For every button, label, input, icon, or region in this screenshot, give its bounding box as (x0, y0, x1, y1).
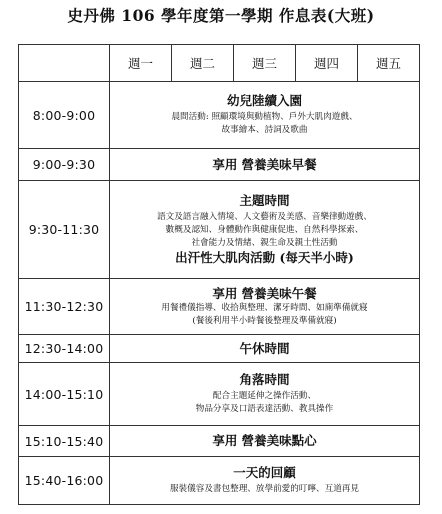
schedule-table (18, 44, 420, 505)
activity-cell (110, 426, 420, 457)
schedule-row (19, 82, 420, 149)
page-title: 史丹佛 106 學年度第一學期 作息表(大班) (67, 6, 375, 25)
activity-heading: 角落時間 (239, 372, 290, 387)
activity-heading: 享用 營養美味午餐 (212, 285, 317, 301)
activity-cell (110, 363, 420, 426)
time-cell: 11:30-12:30 (19, 279, 110, 335)
day-header-mon: 週一 (110, 45, 172, 82)
activity-cell (110, 149, 420, 181)
time-cell: 8:00-9:00 (19, 82, 110, 149)
schedule-row (19, 181, 420, 279)
activity-detail: 社會能力及情緒、親生命及親土性活動 (191, 238, 338, 248)
activity-heading: 主題時間 (239, 193, 290, 208)
time-cell: 12:30-14:00 (19, 335, 110, 363)
activity-cell (110, 279, 420, 335)
corner-cell (19, 45, 110, 82)
activity-detail: 服裝儀容及書包整理、放學前愛的叮嚀、互道再見 (169, 484, 360, 494)
activity-detail: 晨間活動: 照顧環境與動植物、戶外大肌肉遊戲、 (171, 112, 358, 122)
activity-heading: 一天的回顧 (233, 465, 296, 480)
activity-heading: 幼兒陸續入園 (226, 93, 302, 108)
activity-cell (110, 181, 420, 279)
time-cell: 9:00-9:30 (19, 149, 110, 181)
header-row (19, 45, 420, 82)
time-cell: 15:40-16:00 (19, 457, 110, 505)
activity-cell (110, 335, 420, 363)
activity-detail: 配合主題延伸之操作活動、 (212, 391, 317, 401)
day-header-thu: 週四 (296, 45, 358, 82)
activity-detail: (餐後利用半小時餐後整理及準備就寢) (192, 315, 337, 326)
time-cell: 15:10-15:40 (19, 426, 110, 457)
time-cell: 9:30-11:30 (19, 181, 110, 279)
activity-heading: 午休時間 (239, 340, 290, 356)
activity-heading: 享用 營養美味早餐 (212, 156, 317, 172)
activity-cell (110, 457, 420, 505)
activity-emphasis: 出汗性大肌肉活動 (每天半小時) (175, 250, 354, 265)
schedule-row (19, 457, 420, 505)
day-header-wed: 週三 (234, 45, 296, 82)
time-cell: 14:00-15:10 (19, 363, 110, 426)
day-header-tue: 週二 (172, 45, 234, 82)
schedule-row (19, 149, 420, 181)
activity-detail: 故事繪本、詩詞及歌曲 (221, 125, 308, 135)
day-header-fri: 週五 (358, 45, 420, 82)
schedule-row (19, 279, 420, 335)
schedule-row (19, 335, 420, 363)
activity-detail: 物品分享及口語表達活動、教具操作 (195, 404, 334, 414)
schedule-row (19, 363, 420, 426)
activity-detail: 數概及認知、身體動作與健康促進、自然科學探索、 (165, 225, 364, 235)
schedule-row (19, 426, 420, 457)
activity-detail: 用餐禮儀指導、收拾與整理、潔牙時間、如廁準備就寢 (161, 302, 368, 313)
activity-heading: 享用 營養美味點心 (212, 433, 317, 448)
activity-detail: 語文及語言融入情境、人文藝術及美感、音樂律動遊戲、 (157, 212, 372, 222)
activity-cell (110, 82, 420, 149)
